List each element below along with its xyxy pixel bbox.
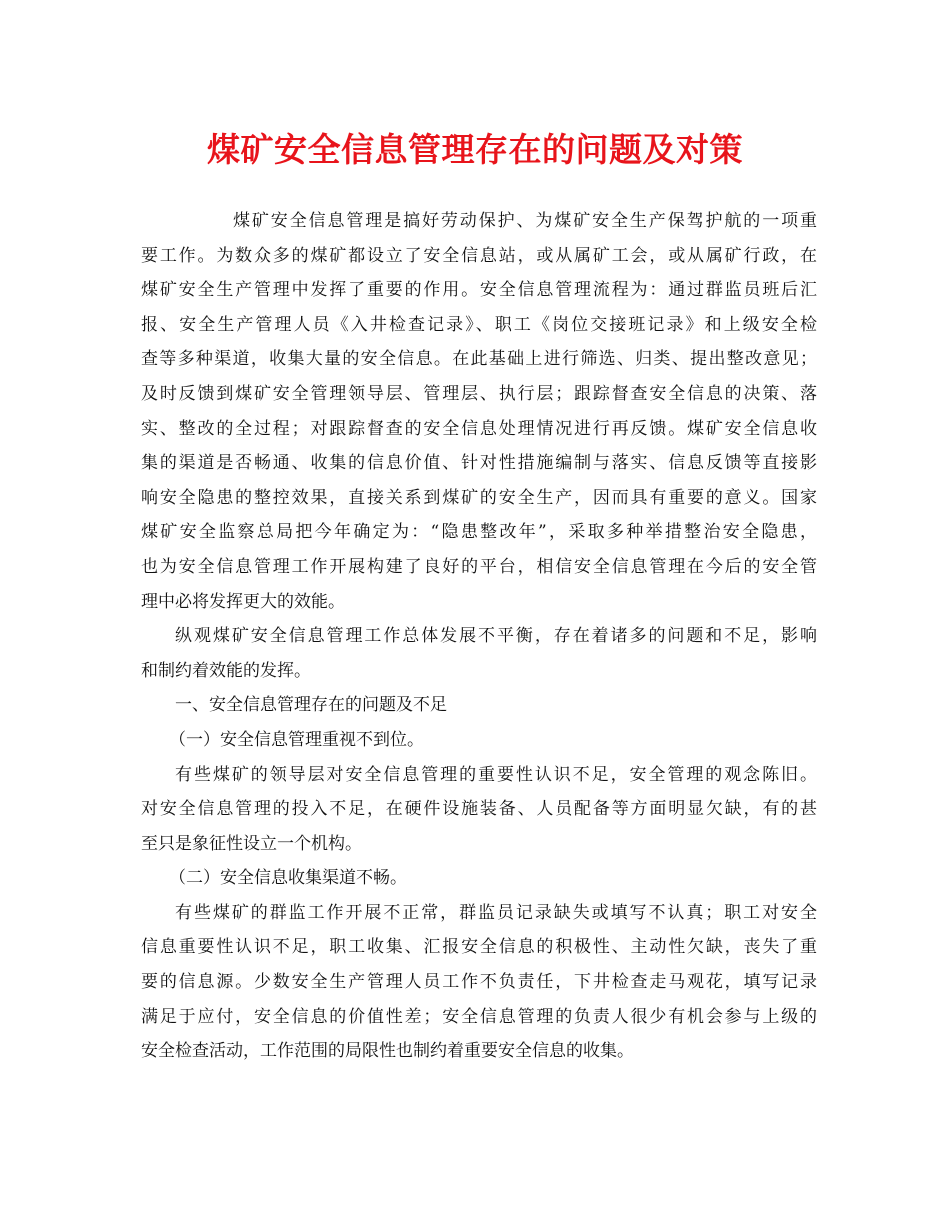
paragraph-line: 至只是象征性设立一个机构。 bbox=[141, 833, 362, 854]
paragraph-line: 要的信息源。少数安全生产管理人员工作不负责任，下井检查走马观花，填写记录 bbox=[141, 972, 817, 993]
paragraph-line: 集的渠道是否畅通、收集的信息价值、针对性措施编制与落实、信息反馈等直接影 bbox=[141, 453, 817, 474]
paragraph-line: 和制约着效能的发挥。 bbox=[141, 660, 311, 681]
paragraph-line: 满足于应付，安全信息的价值性差；安全信息管理的负责人很少有机会参与上级的 bbox=[141, 1006, 817, 1027]
paragraph-line: 煤矿安全生产管理中发挥了重要的作用。安全信息管理流程为：通过群监员班后汇 bbox=[141, 280, 817, 301]
paragraph-line: 实、整改的全过程；对跟踪督查的安全信息处理情况进行再反馈。煤矿安全信息收 bbox=[141, 418, 817, 439]
paragraph bbox=[141, 861, 817, 896]
paragraph bbox=[141, 204, 817, 619]
paragraph-line: 响安全隐患的整控效果，直接关系到煤矿的安全生产，因而具有重要的意义。国家 bbox=[141, 487, 817, 508]
paragraph-line: 理中必将发挥更大的效能。 bbox=[141, 591, 345, 612]
paragraph-line: 有些煤矿的群监工作开展不正常，群监员记录缺失或填写不认真；职工对安全 bbox=[175, 902, 817, 923]
paragraph-line: 也为安全信息管理工作开展构建了良好的平台，相信安全信息管理在今后的安全管 bbox=[141, 556, 817, 577]
paragraph bbox=[141, 619, 817, 688]
paragraph-line: 对安全信息管理的投入不足，在硬件设施装备、人员配备等方面明显欠缺，有的甚 bbox=[141, 799, 817, 820]
paragraph-line: 信息重要性认识不足，职工收集、汇报安全信息的积极性、主动性欠缺，丧失了重 bbox=[141, 937, 817, 958]
paragraph-line: 一、安全信息管理存在的问题及不足 bbox=[175, 695, 447, 716]
paragraph-line: 查等多种渠道，收集大量的安全信息。在此基础上进行筛选、归类、提出整改意见； bbox=[141, 349, 817, 370]
paragraph-line: 报、安全生产管理人员《入井检查记录》、职工《岗位交接班记录》和上级安全检 bbox=[141, 314, 817, 335]
document-body bbox=[141, 204, 817, 1069]
paragraph-line: 煤矿安全信息管理是搞好劳动保护、为煤矿安全生产保驾护航的一项重 bbox=[233, 211, 817, 231]
paragraph-line: （二）安全信息收集渠道不畅。 bbox=[169, 868, 407, 889]
paragraph-line: 安全检查活动，工作范围的局限性也制约着重要安全信息的收集。 bbox=[141, 1041, 634, 1062]
paragraph-line: 煤矿安全监察总局把今年确定为：“隐患整改年”，采取多种举措整治安全隐患， bbox=[141, 522, 817, 543]
paragraph-line: 及时反馈到煤矿安全管理领导层、管理层、执行层；跟踪督查安全信息的决策、落 bbox=[141, 383, 817, 404]
paragraph-line: 有些煤矿的领导层对安全信息管理的重要性认识不足，安全管理的观念陈旧。 bbox=[175, 764, 817, 785]
paragraph bbox=[141, 896, 817, 1069]
paragraph bbox=[141, 688, 817, 723]
paragraph-line: 要工作。为数众多的煤矿都设立了安全信息站，或从属矿工会，或从属矿行政，在 bbox=[141, 245, 817, 266]
paragraph-line: （一）安全信息管理重视不到位。 bbox=[169, 729, 424, 750]
paragraph-line: 纵观煤矿安全信息管理工作总体发展不平衡，存在着诸多的问题和不足，影响 bbox=[175, 626, 817, 647]
paragraph bbox=[141, 758, 817, 862]
document-title: 煤矿安全信息管理存在的问题及对策 bbox=[207, 130, 743, 169]
paragraph bbox=[141, 723, 817, 758]
